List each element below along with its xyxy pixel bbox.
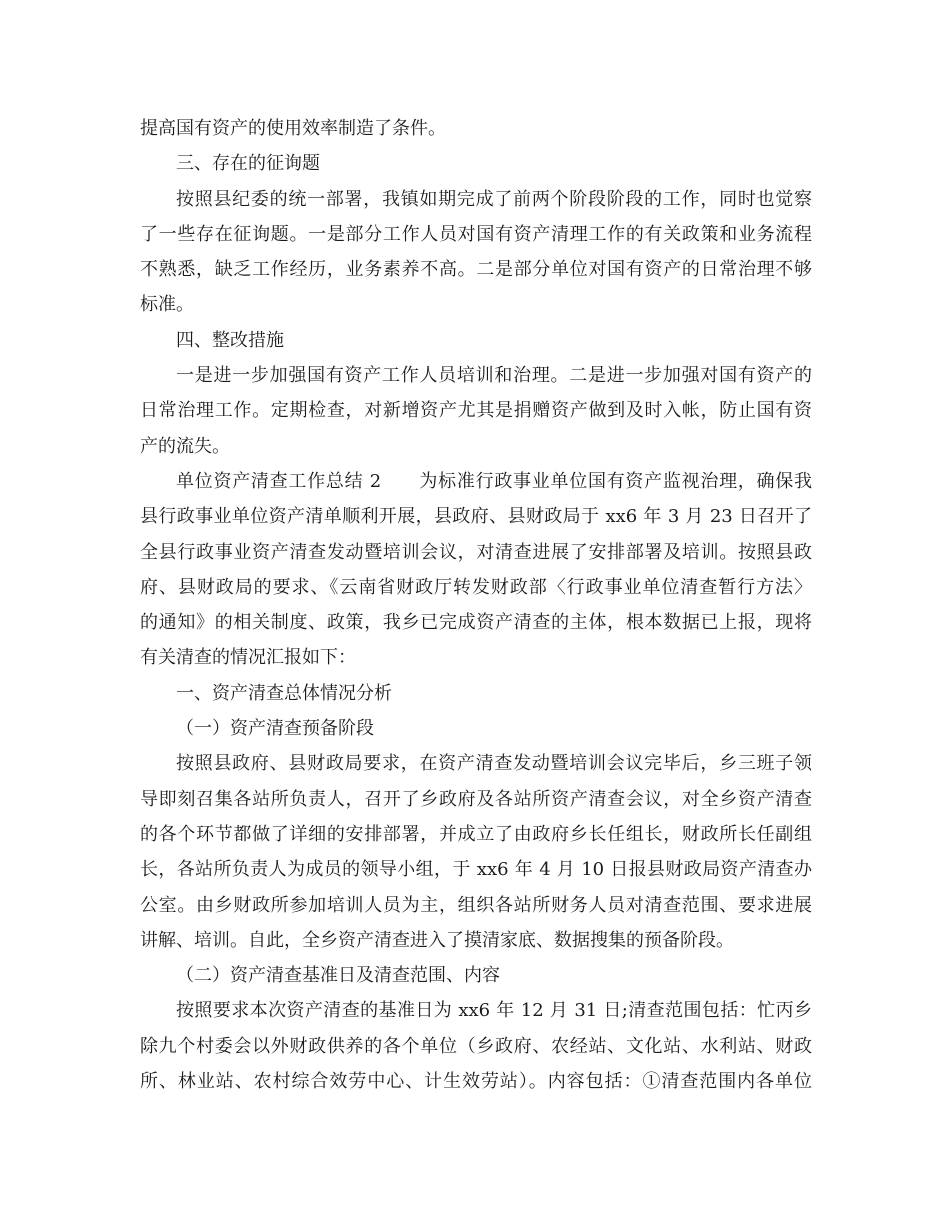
text-line: 公室。由乡财政所参加培训人员为主，组织各站所财务人员对清查范围、要求进展	[140, 894, 812, 916]
text-line: 导即刻召集各站所负责人，召开了乡政府及各站所资产清查会议，对全乡资产清查	[140, 788, 812, 810]
text-line: 全县行政事业资产清查发动暨培训会议，对清查进展了安排部署及培训。按照县政	[140, 541, 812, 563]
text-line: 县行政事业单位资产清单顺利开展，县政府、县财政局于 xx6 年 3 月 23 日召开了	[140, 506, 812, 528]
text-line: 的各个环节都做了详细的安排部署，并成立了由政府乡长任组长，财政所长任副组	[140, 823, 812, 845]
text-line: 有关清查的情况汇报如下：	[140, 647, 356, 669]
text-line: 一、资产清查总体情况分析	[176, 682, 392, 704]
text-line: 的通知》的相关制度、政策，我乡已完成资产清查的主体，根本数据已上报，现将	[140, 612, 812, 634]
text-line: 提高国有资产的使用效率制造了条件。	[140, 118, 446, 139]
text-line: 按照县政府、县财政局要求，在资产清查发动暨培训会议完毕后，乡三班子领	[176, 753, 812, 775]
text-line: 府、县财政局的要求、《云南省财政厅转发财政部〈行政事业单位清查暂行方法〉	[140, 576, 812, 598]
text-line: （二）资产清查基准日及清查范围、内容	[176, 965, 500, 987]
text-line: 按照县纪委的统一部署，我镇如期完成了前两个阶段阶段的工作，同时也觉察	[176, 188, 812, 210]
text-line: 除九个村委会以外财政供养的各个单位（乡政府、农经站、文化站、水利站、财政	[140, 1035, 812, 1057]
text-line: 不熟悉，缺乏工作经历，业务素养不高。二是部分单位对国有资产的日常治理不够	[140, 259, 812, 281]
text-line: 单位资产清查工作总结 2 为标准行政事业单位国有资产监视治理，确保我	[176, 470, 812, 492]
text-line: 三、存在的征询题	[176, 153, 320, 175]
text-line: 长，各站所负责人为成员的领导小组，于 xx6 年 4 月 10 日报县财政局资产清查办	[140, 859, 812, 881]
text-line: 了一些存在征询题。一是部分工作人员对国有资产清理工作的有关政策和业务流程	[140, 223, 812, 245]
text-line: 四、整改措施	[176, 329, 284, 351]
text-line: 按照要求本次资产清查的基准日为 xx6 年 12 月 31 日;清查范围包括：忙丙乡	[176, 1000, 812, 1022]
text-line: 产的流失。	[140, 435, 230, 457]
text-line: （一）资产清查预备阶段	[176, 718, 374, 740]
text-line: 一是进一步加强国有资产工作人员培训和治理。二是进一步加强对国有资产的	[176, 365, 812, 387]
text-line: 讲解、培训。自此，全乡资产清查进入了摸清家底、数据搜集的预备阶段。	[140, 929, 734, 951]
text-line: 标准。	[140, 294, 194, 316]
text-line: 所、林业站、农村综合效劳中心、计生效劳站）。内容包括：①清查范围内各单位	[140, 1071, 812, 1093]
text-line: 日常治理工作。定期检查，对新增资产尤其是捐赠资产做到及时入帐，防止国有资	[140, 400, 812, 422]
document-page	[140, 111, 812, 1099]
